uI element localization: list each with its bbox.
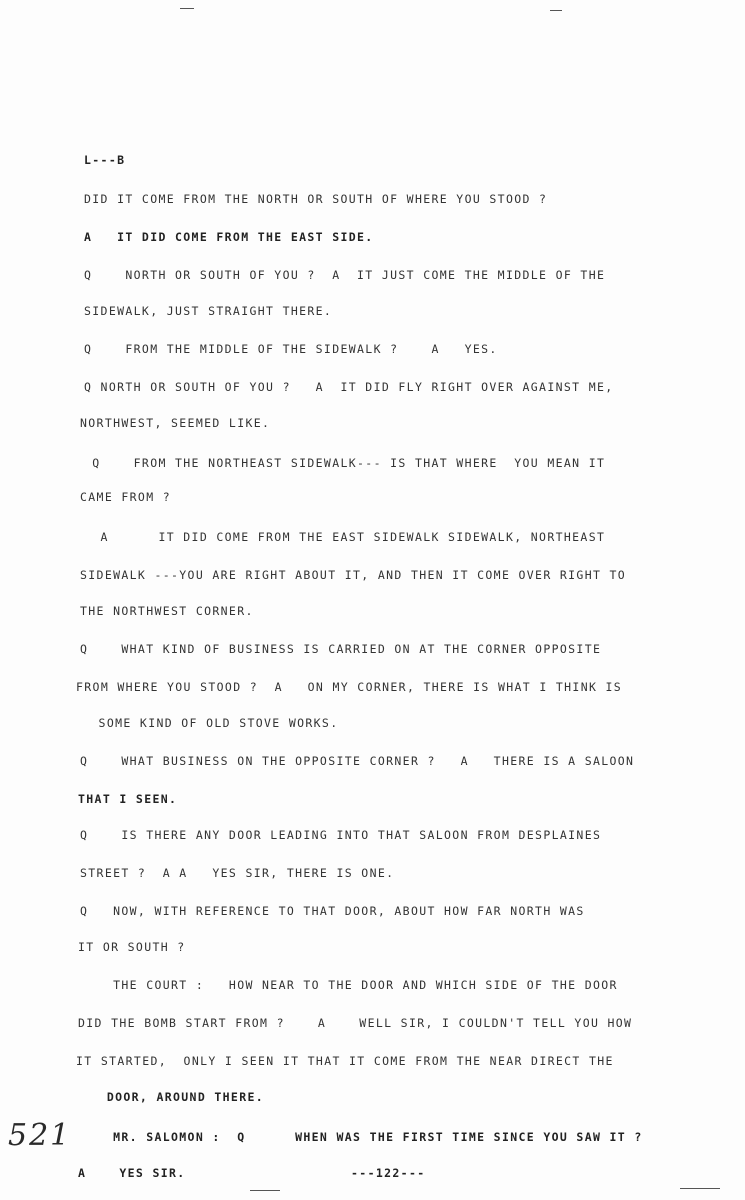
transcript-line: IT OR SOUTH ? <box>78 940 186 954</box>
transcript-line: STREET ? A A YES SIR, THERE IS ONE. <box>80 866 395 880</box>
transcript-line: NORTHWEST, SEEMED LIKE. <box>80 416 271 430</box>
scan-mark <box>250 1190 280 1191</box>
transcript-line: IT STARTED, ONLY I SEEN IT THAT IT COME FROM THE NEAR DIRECT THE <box>76 1054 614 1068</box>
scan-mark <box>680 1188 720 1189</box>
transcript-line: Q FROM THE NORTHEAST SIDEWALK--- IS THAT WHERE YOU MEAN IT <box>84 456 606 470</box>
transcript-line: THE COURT : HOW NEAR TO THE DOOR AND WHICH SIDE OF THE DOOR <box>80 978 618 992</box>
transcript-line: Q IS THERE ANY DOOR LEADING INTO THAT SALOON FROM DESPLAINES <box>80 828 602 842</box>
transcript-line: Q NOW, WITH REFERENCE TO THAT DOOR, ABOUT HOW FAR NORTH WAS <box>80 904 585 918</box>
transcript-line: SOME KIND OF OLD STOVE WORKS. <box>82 716 339 730</box>
transcript-line: Q NORTH OR SOUTH OF YOU ? A IT JUST COME THE MIDDLE OF THE <box>84 268 606 282</box>
transcript-line: MR. SALOMON : Q WHEN WAS THE FIRST TIME SINCE YOU SAW IT ? <box>80 1130 643 1144</box>
scan-mark <box>180 8 194 9</box>
transcript-line: CAME FROM ? <box>80 490 172 504</box>
transcript-line: Q NORTH OR SOUTH OF YOU ? A IT DID FLY RIGHT OVER AGAINST ME, <box>84 380 614 394</box>
transcript-line: THE NORTHWEST CORNER. <box>80 604 254 618</box>
transcript-line: Q FROM THE MIDDLE OF THE SIDEWALK ? A YES. <box>84 342 498 356</box>
transcript-line: Q WHAT KIND OF BUSINESS IS CARRIED ON AT THE CORNER OPPOSITE <box>80 642 602 656</box>
transcript-line: DID IT COME FROM THE NORTH OR SOUTH OF WHERE YOU STOOD ? <box>84 192 548 206</box>
transcript-line: SIDEWALK ---YOU ARE RIGHT ABOUT IT, AND THEN IT COME OVER RIGHT TO <box>80 568 627 582</box>
page-header: L---B <box>84 153 126 167</box>
scan-mark <box>550 10 562 11</box>
transcript-line: DOOR, AROUND THERE. <box>82 1090 265 1104</box>
transcript-line: A IT DID COME FROM THE EAST SIDEWALK SIDEWALK, NORTHEAST <box>84 530 606 544</box>
transcript-line: A IT DID COME FROM THE EAST SIDE. <box>84 230 374 244</box>
transcript-line: FROM WHERE YOU STOOD ? A ON MY CORNER, THERE IS WHAT I THINK IS <box>76 680 623 694</box>
transcript-line: SIDEWALK, JUST STRAIGHT THERE. <box>84 304 333 318</box>
handwritten-page-number: 521 <box>8 1118 72 1153</box>
transcript-line: Q WHAT BUSINESS ON THE OPPOSITE CORNER ? A THERE IS A SALOON <box>80 754 635 768</box>
transcript-line: A YES SIR. ---122--- <box>78 1166 426 1180</box>
transcript-line: THAT I SEEN. <box>78 792 178 806</box>
transcript-line: DID THE BOMB START FROM ? A WELL SIR, I COULDN'T TELL YOU HOW <box>78 1016 633 1030</box>
